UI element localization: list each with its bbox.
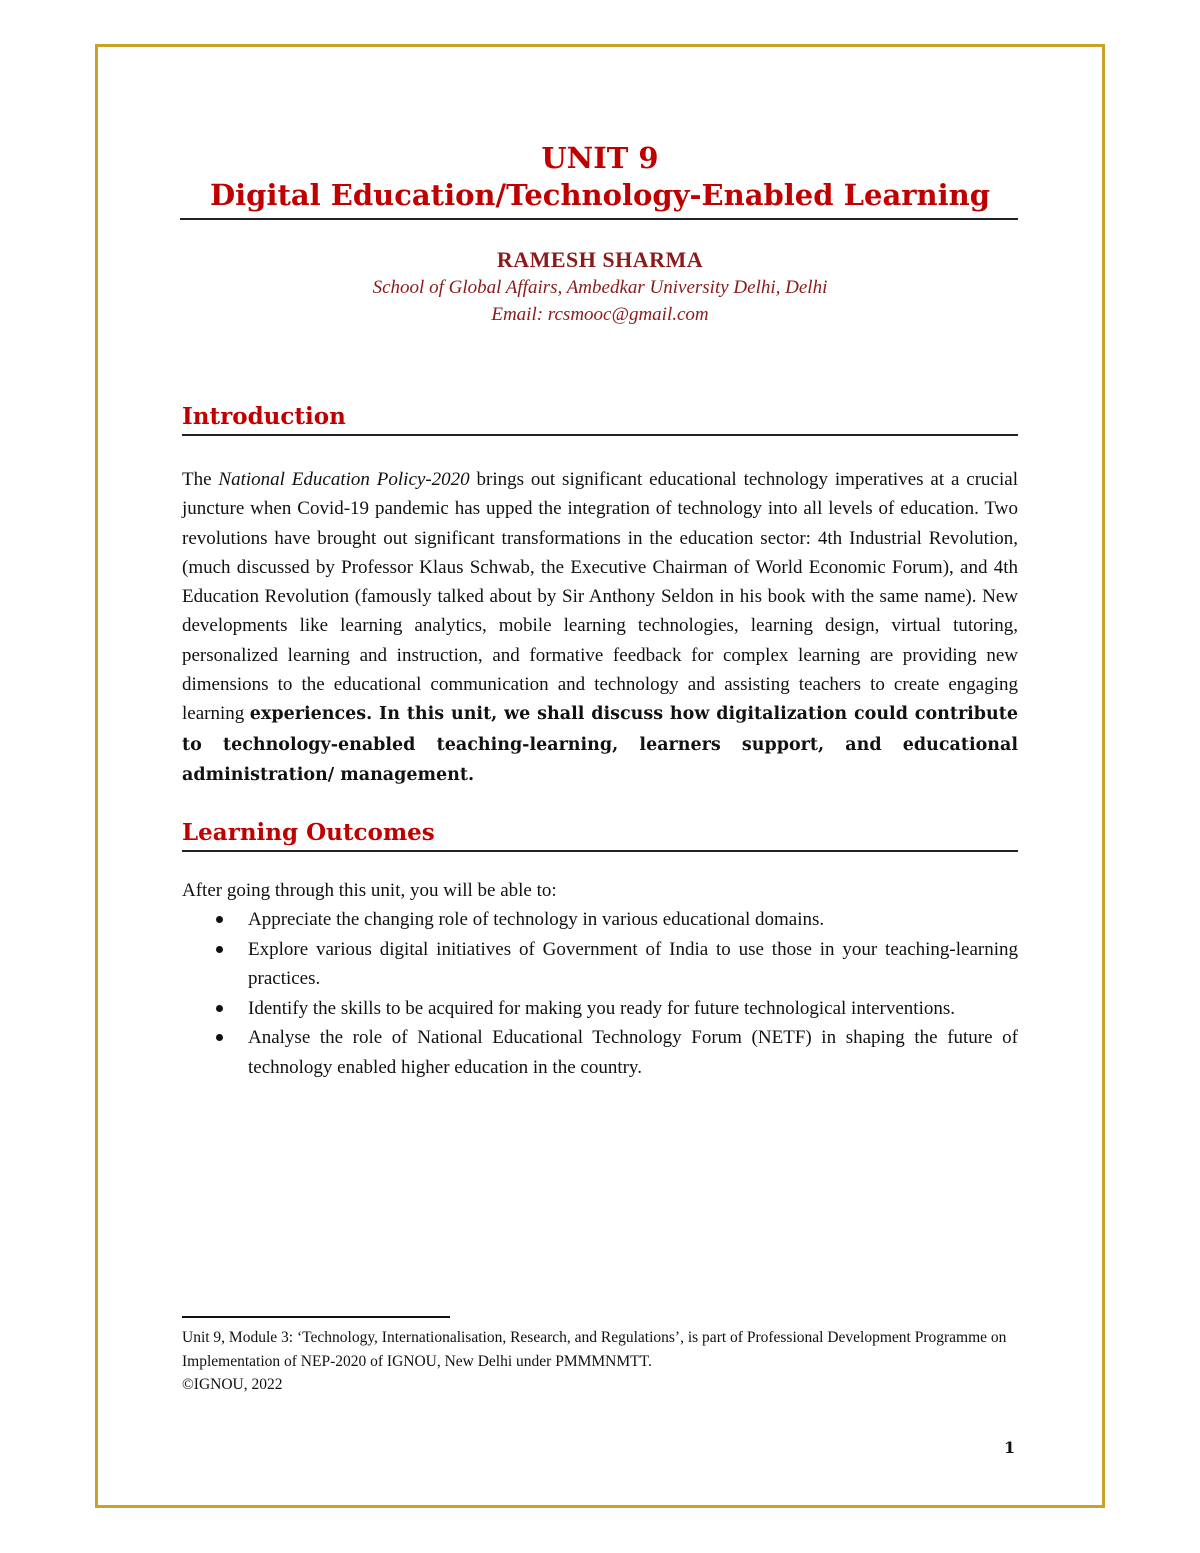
bullet-icon	[216, 946, 223, 953]
list-item	[248, 935, 1018, 994]
introduction-heading: Introduction	[182, 403, 346, 430]
footnote-divider	[182, 1316, 450, 1318]
footnote-copyright: ©IGNOU, 2022	[182, 1376, 283, 1393]
bullet-icon	[216, 1034, 223, 1041]
learning-outcomes-heading: Learning Outcomes	[182, 819, 435, 847]
footnote	[182, 1326, 1018, 1397]
intro-text-bold: experiences. In this unit, we shall discuss how digitalization could contribute to technology-enabled teaching-learning, learners support, and educational administration/ management.	[182, 704, 1018, 785]
document-body	[182, 140, 1018, 1082]
footnote-text: Unit 9, Module 3: ‘Technology, Internationalisation, Research, and Regulations’, is part of Professional Development Programme on Implementation of NEP-2020 of IGNOU, New Delhi under PMMMNMTT.	[182, 1329, 1007, 1370]
list-item	[248, 994, 1018, 1024]
list-item-text: Explore various digital initiatives of Government of India to use those in your teaching-learning practices.	[248, 938, 1018, 990]
title-divider	[180, 218, 1018, 220]
intro-text-start: The	[182, 469, 219, 490]
introduction-paragraph	[182, 465, 1018, 790]
author-name: RAMESH SHARMA	[496, 247, 704, 272]
list-item-text: Analyse the role of National Educational Technology Forum (NETF) in shaping the future of technology enabled higher education in the country.	[248, 1027, 1018, 1078]
list-item	[248, 1023, 1018, 1082]
learning-outcomes-intro: After going through this unit, you will be able to:	[182, 880, 557, 902]
bullet-icon	[216, 916, 223, 923]
learning-outcomes-list	[182, 905, 1018, 1082]
policy-name: National Education Policy-2020	[218, 469, 470, 490]
author-email: Email: rcsmooc@gmail.com	[491, 304, 709, 325]
page-number: 1	[1004, 1438, 1016, 1457]
list-item-text: Appreciate the changing role of technology in various educational domains.	[248, 909, 825, 931]
list-item-text: Identify the skills to be acquired for making you ready for future technological interventions.	[248, 997, 956, 1019]
unit-label: UNIT 9	[541, 141, 659, 175]
author-affiliation: School of Global Affairs, Ambedkar University Delhi, Delhi	[372, 277, 828, 298]
page-title: Digital Education/Technology-Enabled Learning	[210, 178, 990, 212]
list-item	[248, 905, 1018, 935]
intro-text-body: brings out significant educational technology imperatives at a crucial juncture when Covid-19 pandemic has upped the integration of technology into all levels of education. Two revolutions have brought out significant transformations in the education sector: 4th Industrial Revolution, (much discussed by Professor Klaus Schwab, the Executive Chairman of World Economic Forum), and 4th Education Revolution (famously talked about by Sir Anthony Seldon in his book with the same name). New developments like learning analytics, mobile learning technologies, learning design, virtual tutoring, personalized learning and instruction, and formative feedback for complex learning are providing new dimensions to the educational communication and technology and assisting teachers to create engaging learning	[182, 469, 1018, 725]
bullet-icon	[216, 1005, 223, 1012]
